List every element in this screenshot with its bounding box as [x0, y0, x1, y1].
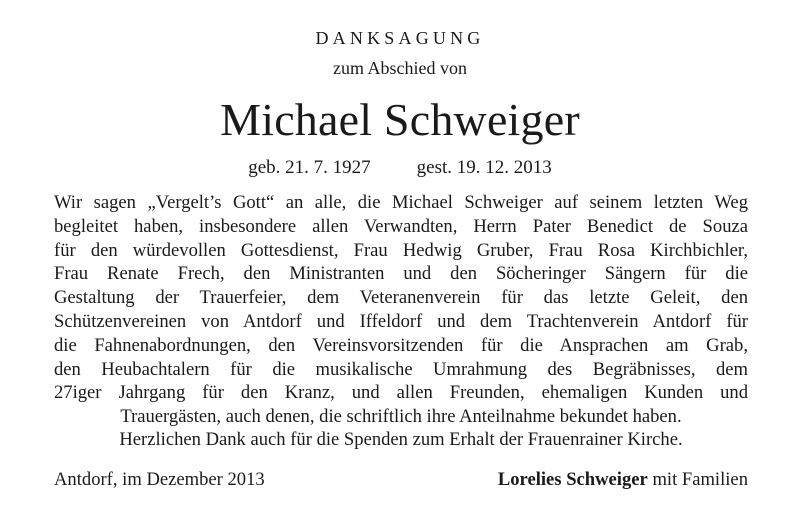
signature	[498, 468, 748, 492]
notice-heading: DANKSAGUNG	[315, 28, 485, 48]
body-line: Schützenvereinen von Antdorf und Iffeldorf und dem Trachtenverein Antdorf für	[54, 310, 748, 332]
life-dates	[0, 155, 800, 181]
body-line: den Heubachtalern für die musikalische Umrahmung des Begräbnisses, dem	[54, 358, 748, 380]
death-date: gest. 19. 12. 2013	[416, 157, 552, 178]
body-line: die Fahnenabordnungen, den Vereinsvorsitzenden für die Ansprachen am Grab,	[54, 334, 748, 356]
body-line: Gestaltung der Trauerfeier, dem Veteranenverein für das letzte Geleit, den	[54, 287, 748, 309]
signer-name: Lorelies Schweiger	[497, 469, 648, 490]
body-line: Frau Renate Frech, den Ministranten und den Söcheringer Sängern für die	[54, 263, 748, 285]
body-line: 27iger Jahrgang für den Kranz, und allen Freunden, ehemaligen Kunden und	[54, 382, 748, 404]
body-line: für den würdevollen Gottesdienst, Frau Hedwig Gruber, Frau Rosa Kirchbichler,	[54, 239, 748, 261]
signer-suffix: mit Familien	[652, 469, 748, 490]
body-line: Trauergästen, auch denen, die schriftlich ihre Anteilnahme bekundet haben.	[120, 406, 682, 428]
thank-you-text	[54, 191, 748, 429]
birth-date: geb. 21. 7. 1927	[248, 157, 371, 178]
place-and-date: Antdorf, im Dezember 2013	[54, 469, 265, 490]
notice-subheading: zum Abschied von	[333, 58, 467, 78]
donation-thanks: Herzlichen Dank auch für die Spenden zum Erhalt der Frauenrainer Kirche.	[119, 429, 683, 450]
deceased-name: Michael Schweiger	[220, 94, 580, 145]
body-line: begleitet haben, insbesondere allen Verwandten, Herrn Pater Benedict de Souza	[54, 215, 748, 237]
body-line: Wir sagen „Vergelt’s Gott“ an alle, die Michael Schweiger auf seinem letzten Weg	[54, 192, 748, 213]
